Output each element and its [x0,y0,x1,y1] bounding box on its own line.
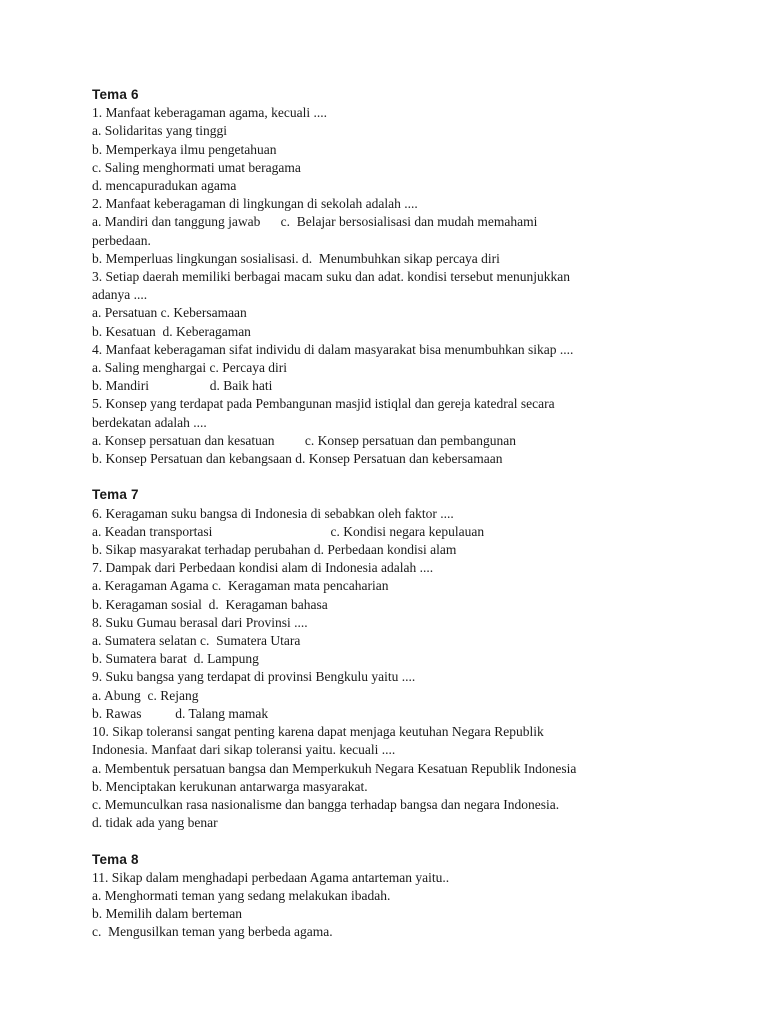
question-line: a. Abung c. Rejang [92,687,199,703]
question-line: d. tidak ada yang benar [92,815,218,831]
question-line: b. Menciptakan kerukunan antarwarga masyarakat. [92,778,368,794]
question-line: 8. Suku Gumau berasal dari Provinsi .... [92,614,308,630]
question-line: 9. Suku bangsa yang terdapat di provinsi Bengkulu yaitu .... [92,669,416,685]
section-gap [92,468,692,486]
question-line: b. Sikap masyarakat terhadap perubahan d. Perbedaan kondisi alam [92,542,457,558]
question-line: c. Memunculkan rasa nasionalisme dan bangga terhadap bangsa dan negara Indonesia. [92,796,560,812]
question-line: a. Membentuk persatuan bangsa dan Memperkukuh Negara Kesatuan Republik Indonesia [92,760,577,776]
question-line: a. Saling menghargai c. Percaya diri [92,360,288,376]
question-line: 6. Keragaman suku bangsa di Indonesia di sebabkan oleh faktor .... [92,505,454,521]
question-line: 10. Sikap toleransi sangat penting karena dapat menjaga keutuhan Negara Republik [92,724,544,740]
question-line: b. Memperkaya ilmu pengetahuan [92,141,277,157]
document-body [92,86,692,942]
section-gap [92,832,692,850]
question-line: b. Memilih dalam berteman [92,906,242,922]
question-line: b. Konsep Persatuan dan kebangsaan d. Konsep Persatuan dan kebersamaan [92,451,503,467]
question-line: a. Keragaman Agama c. Keragaman mata pencaharian [92,578,389,594]
section-heading: Tema 7 [92,487,139,503]
question-line: 4. Manfaat keberagaman sifat individu di dalam masyarakat bisa menumbuhkan sikap .... [92,341,574,357]
question-line: b. Memperluas lingkungan sosialisasi. d. Menumbuhkan sikap percaya diri [92,250,500,266]
question-line: 5. Konsep yang terdapat pada Pembangunan masjid istiqlal dan gereja katedral secara [92,396,555,412]
question-line: a. Solidaritas yang tinggi [92,123,227,139]
question-line: 11. Sikap dalam menghadapi perbedaan Agama antarteman yaitu.. [92,869,450,885]
section-heading: Tema 8 [92,851,139,867]
question-line: d. mencapuradukan agama [92,178,237,194]
question-line: adanya .... [92,287,148,303]
question-line: 1. Manfaat keberagaman agama, kecuali .... [92,105,328,121]
question-line: a. Persatuan c. Kebersamaan [92,305,247,321]
question-line: Indonesia. Manfaat dari sikap toleransi yaitu. kecuali .... [92,742,396,758]
question-line: berdekatan adalah .... [92,414,207,430]
question-line: c. Mengusilkan teman yang berbeda agama. [92,924,333,940]
question-line: a. Mandiri dan tanggung jawab c. Belajar bersosialisasi dan mudah memahami [92,214,538,230]
question-line: b. Mandiri d. Baik hati [92,378,273,394]
question-line: b. Rawas d. Talang mamak [92,705,269,721]
question-line: a. Menghormati teman yang sedang melakukan ibadah. [92,887,391,903]
section-heading: Tema 6 [92,87,139,102]
question-line: a. Sumatera selatan c. Sumatera Utara [92,633,301,649]
question-line: 3. Setiap daerah memiliki berbagai macam suku dan adat. kondisi tersebut menunjukkan [92,269,570,285]
question-line: b. Keragaman sosial d. Keragaman bahasa [92,596,328,612]
question-line: c. Saling menghormati umat beragama [92,159,301,175]
question-line: 7. Dampak dari Perbedaan kondisi alam di Indonesia adalah .... [92,560,434,576]
question-line: 2. Manfaat keberagaman di lingkungan di sekolah adalah .... [92,196,418,212]
question-line: perbedaan. [92,232,151,248]
question-line: a. Keadan transportasi c. Kondisi negara kepulauan [92,523,485,539]
question-line: b. Kesatuan d. Keberagaman [92,323,251,339]
question-line: a. Konsep persatuan dan kesatuan c. Konsep persatuan dan pembangunan [92,432,516,448]
question-line: b. Sumatera barat d. Lampung [92,651,259,667]
